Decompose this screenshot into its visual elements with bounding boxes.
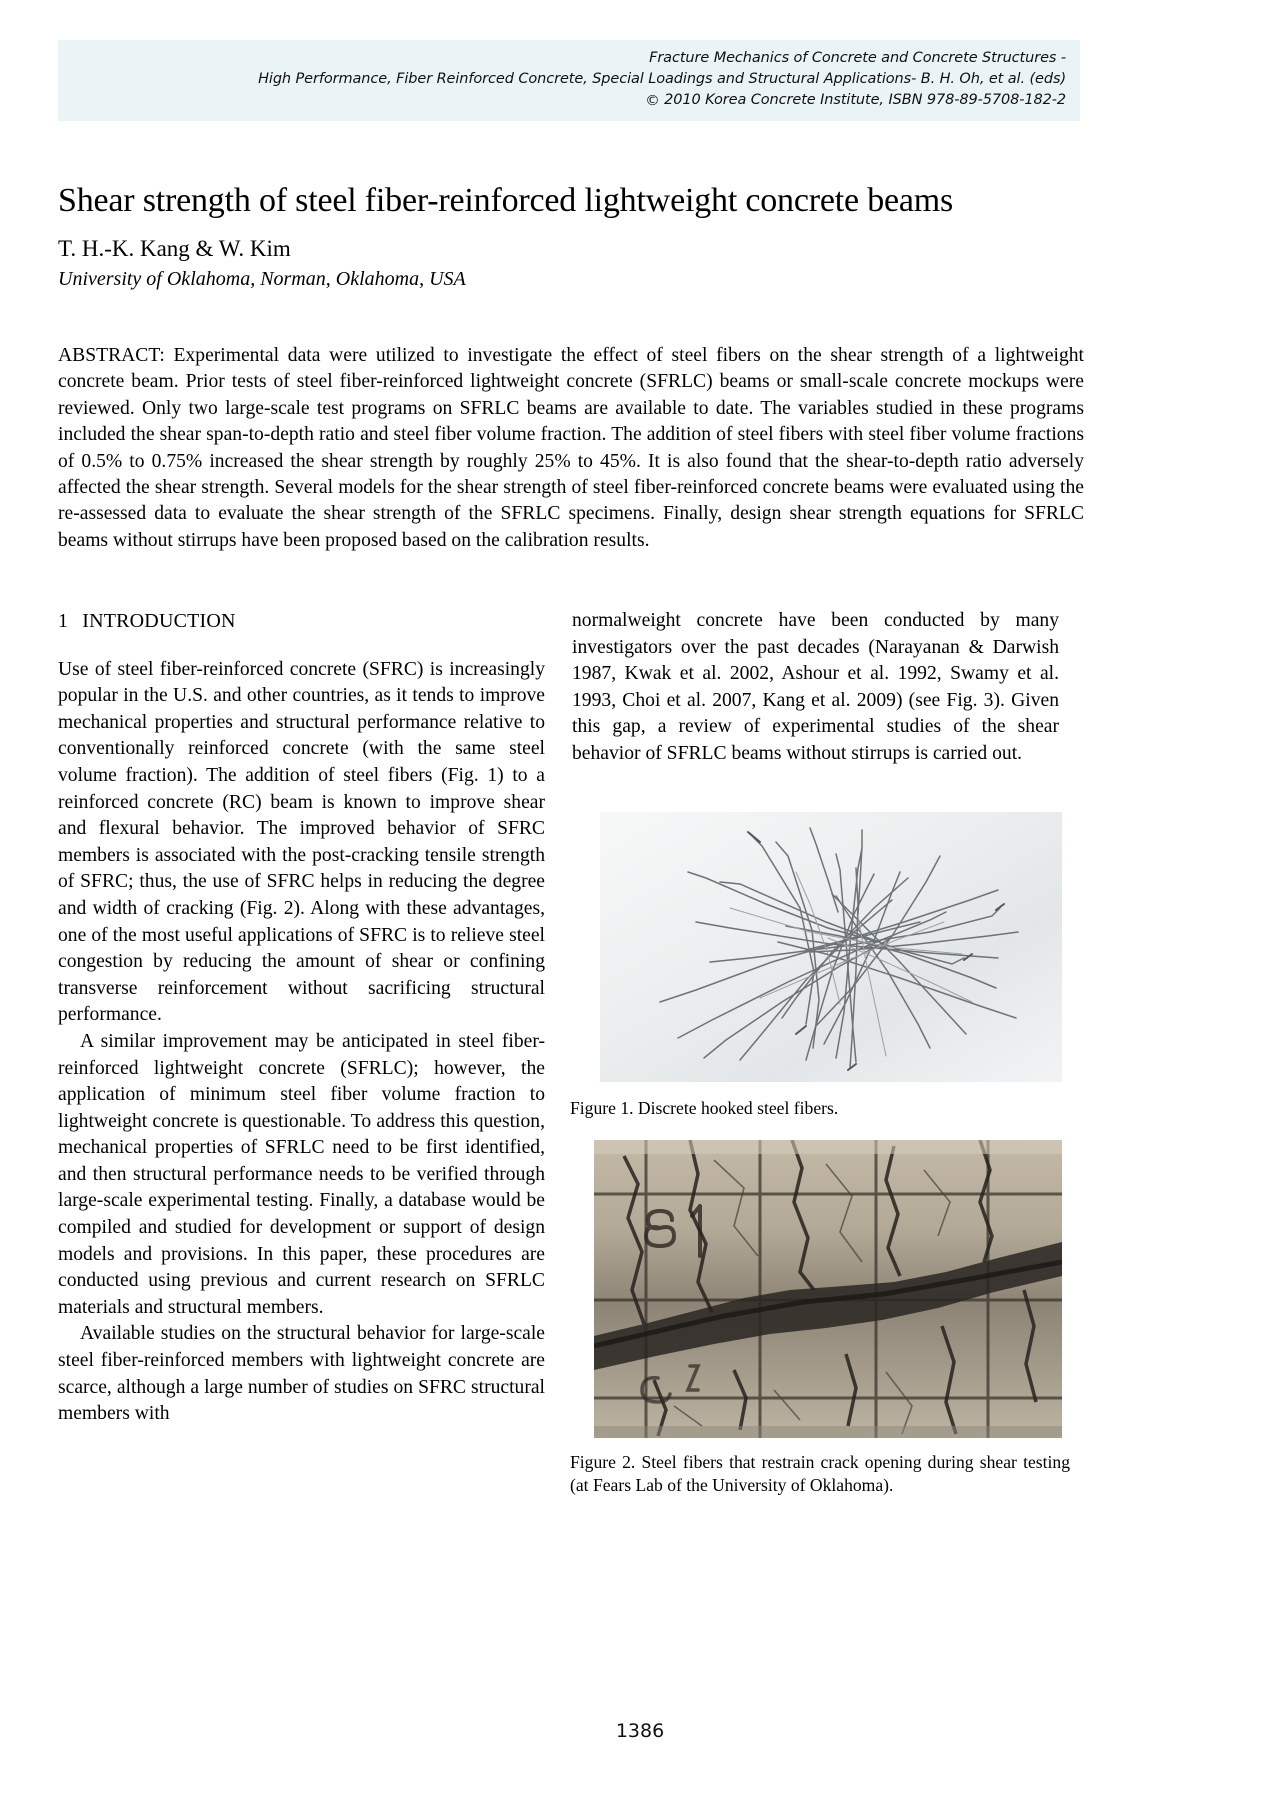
left-column — [58, 608, 545, 1428]
running-header — [58, 40, 1080, 121]
figure-2 — [594, 1140, 1062, 1438]
abstract-text: ABSTRACT: Experimental data were utilized to investigate the effect of steel fibers on the shear strength of a lightweight concrete beam. Prior tests of steel fiber-reinforced lightweight concrete (SFRLC) beams or small-scale concrete mockups were reviewed. Only two large-scale test programs on SFRLC beams are available to date. The variables studied in these programs included the shear span-to-depth ratio and steel fiber volume fraction. The addition of steel fibers with steel fiber volume fractions of 0.5% to 0.75% increased the shear strength by roughly 25% to 45%. It is also found that the shear-to-depth ratio adversely affected the shear strength. Several models for the shear strength of steel fiber-reinforced concrete beams were evaluated using the re-assessed data to evaluate the shear strength of the SFRLC specimens. Finally, design shear strength equations for SFRLC beams without stirrups have been proposed based on the calibration results. — [58, 345, 1084, 551]
section-heading-introduction — [58, 608, 545, 635]
section-number: 1 — [58, 610, 69, 632]
header-line-2: High Performance, Fiber Reinforced Concrete, Special Loadings and Structural Applications- B. H. Oh, et al. (eds) — [258, 71, 1066, 87]
right-column — [572, 608, 1059, 768]
copyright-icon: © — [645, 93, 660, 109]
figure-1-caption: Figure 1. Discrete hooked steel fibers. — [570, 1098, 839, 1118]
section-title: INTRODUCTION — [82, 610, 236, 632]
steel-fiber-strokes — [600, 812, 1062, 1082]
header-line-3-text: 2010 Korea Concrete Institute, ISBN 978-89-5708-182-2 — [659, 92, 1066, 108]
header-line-3 — [58, 90, 1066, 111]
paragraph: Available studies on the structural behavior for large-scale steel fiber-reinforced members with lightweight concrete are scarce, although a large number of studies on SFRC structural members with — [58, 1323, 545, 1425]
author-affiliation: University of Oklahoma, Norman, Oklahoma, USA — [58, 268, 466, 290]
author-list: T. H.-K. Kang & W. Kim — [58, 236, 291, 261]
figure-2-caption: Figure 2. Steel fibers that restrain crack opening during shear testing (at Fears Lab of the University of Oklahoma). — [570, 1452, 1070, 1495]
page-title: Shear strength of steel fiber-reinforced lightweight concrete beams — [58, 181, 954, 219]
discrete-hooked-steel-fibers-photo — [600, 812, 1062, 1082]
figure-2-caption-container — [570, 1444, 1070, 1496]
cracked-concrete-specimen-photo — [594, 1140, 1062, 1438]
crack-pattern — [594, 1140, 1062, 1438]
paragraph: A similar improvement may be anticipated in steel fiber-reinforced lightweight concrete (SFRLC); however, the application of minimum steel fiber volume fraction to lightweight concrete is questionable. To address this question, mechanical properties of SFRLC need to be first identified, and then structural performance needs to be verified through large-scale experimental testing. Finally, a database would be compiled and studied for development or support of design models and provisions. In this paper, these procedures are conducted using previous and current research on SFRLC materials and structural members. — [58, 1030, 545, 1318]
figure-1-caption-container — [570, 1090, 1070, 1120]
figure-1 — [600, 812, 1062, 1082]
page-number: 1386 — [615, 1720, 665, 1742]
header-line-1: Fracture Mechanics of Concrete and Concrete Structures - — [649, 50, 1066, 66]
paragraph: Use of steel fiber-reinforced concrete (SFRC) is increasingly popular in the U.S. and other countries, as it tends to improve mechanical properties and structural performance relative to conventionally reinforced concrete (with the same steel volume fraction). The addition of steel fibers (Fig. 1) to a reinforced concrete (RC) beam is known to improve shear and flexural behavior. The improved behavior of SFRC members is associated with the post-cracking tensile strength of SFRC; thus, the use of SFRC helps in reducing the degree and width of cracking (Fig. 2). Along with these advantages, one of the most useful applications of SFRC is to relieve steel congestion by reducing the amount of shear or confining transverse reinforcement without sacrificing structural performance. — [58, 658, 545, 1026]
paragraph: normalweight concrete have been conducted by many investigators over the past decades (Narayanan & Darwish 1987, Kwak et al. 2002, Ashour et al. 1992, Swamy et al. 1993, Choi et al. 2007, Kang et al. 2009) (see Fig. 3). Given this gap, a review of experimental studies of the shear behavior of SFRLC beams without stirrups is carried out. — [572, 610, 1059, 764]
